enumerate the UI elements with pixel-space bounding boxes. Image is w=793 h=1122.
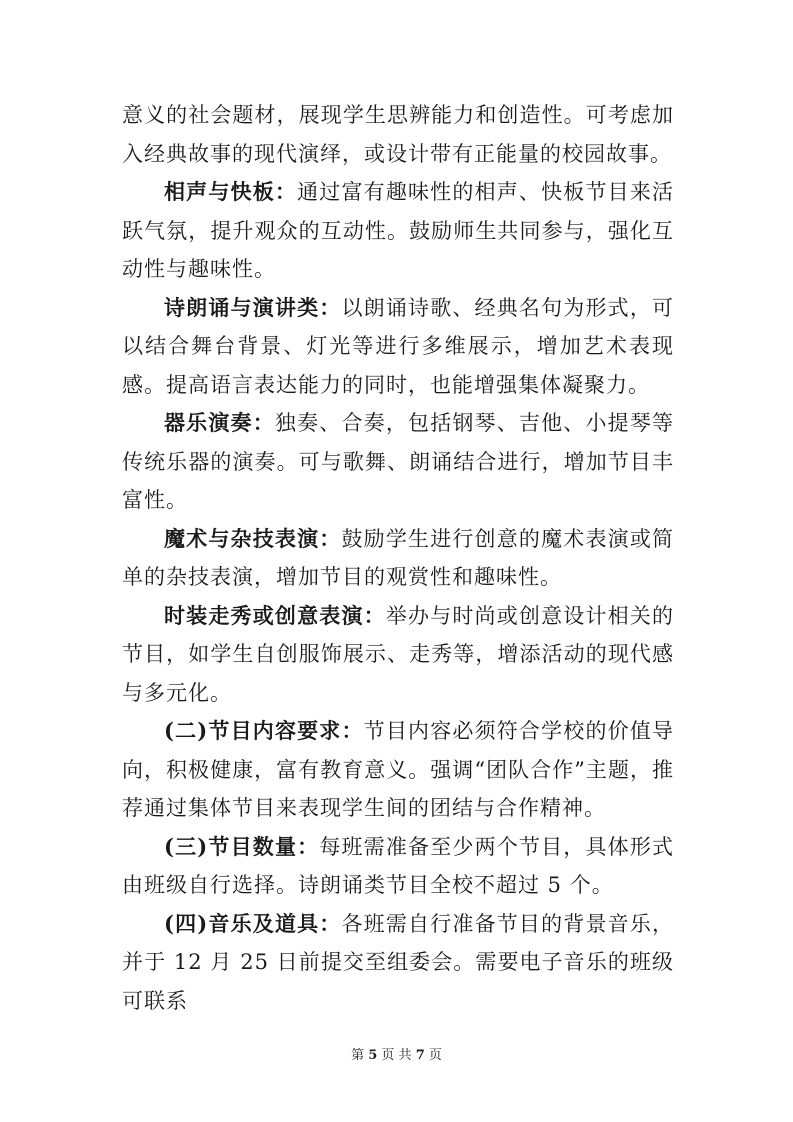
total-page-number: 7 xyxy=(415,1048,425,1063)
footer-prefix: 第 xyxy=(351,1048,365,1063)
paragraph-crosstalk xyxy=(122,173,674,289)
document-body xyxy=(122,96,674,1020)
paragraph-magic xyxy=(122,520,674,597)
paragraph-music-props xyxy=(122,905,674,1021)
paragraph-program-count xyxy=(122,828,674,905)
paragraph-heading: 相声与快板： xyxy=(164,179,298,204)
paragraph-heading: (四)音乐及道具： xyxy=(164,910,342,936)
paragraph-instrumental xyxy=(122,404,674,520)
paragraph-poetry xyxy=(122,289,674,405)
paragraph-body: 各班需自行准备节目的背景音乐，并于 12 月 25 日前提交至组委会。需要电子音乐的班级可联系 xyxy=(122,911,675,1013)
paragraph-body: 通过富有趣味性的相声、快板节目来活跃气氛，提升观众的互动性。鼓励师生共同参与，强化互动性与趣味性。 xyxy=(122,180,675,281)
paragraph-body: 意义的社会题材，展现学生思辨能力和创造性。可考虑加入经典故事的现代演绎，或设计带有正能量的校园故事。 xyxy=(122,103,674,166)
paragraph-body: 独奏、合奏，包括钢琴、吉他、小提琴等传统乐器的演奏。可与歌舞、朗诵结合进行，增加节目丰富性。 xyxy=(122,411,675,512)
paragraph-heading: 魔术与杂技表演： xyxy=(164,525,342,551)
paragraph-body: 节目内容必须符合学校的价值导向，积极健康，富有教育意义。强调“团队合作”主题，推荐通过集体节目来表现学生间的团结与合作精神。 xyxy=(122,719,675,820)
paragraph-heading: 器乐演奏： xyxy=(164,410,275,435)
paragraph-heading: (二)节目内容要求： xyxy=(164,718,364,743)
paragraph-fashion xyxy=(122,597,674,713)
paragraph-body: 每班需准备至少两个节目，具体形式由班级自行选择。诗朗诵类节目全校不超过 5 个。 xyxy=(122,834,675,897)
paragraph-content-requirements xyxy=(122,712,674,828)
current-page-number: 5 xyxy=(368,1048,378,1063)
paragraph-body: 举办与时尚或创意设计相关的节目，如学生自创服饰展示、走秀等，增添活动的现代感与多元化。 xyxy=(122,603,675,705)
page-footer xyxy=(0,1044,793,1063)
paragraph-heading: (三)节目数量： xyxy=(164,833,320,859)
paragraph-body: 鼓励学生进行创意的魔术表演或简单的杂技表演，增加节目的观赏性和趣味性。 xyxy=(122,526,675,589)
paragraph-body: 以朗诵诗歌、经典名句为形式，可以结合舞台背景、灯光等进行多维展示，增加艺术表现感。提高语言表达能力的同时，也能增强集体凝聚力。 xyxy=(122,295,675,397)
footer-middle: 页 共 xyxy=(381,1048,412,1063)
paragraph-heading: 时装走秀或创意表演： xyxy=(164,602,386,628)
paragraph-continuation xyxy=(122,96,674,173)
footer-suffix: 页 xyxy=(428,1048,442,1063)
paragraph-heading: 诗朗诵与演讲类： xyxy=(164,294,342,320)
